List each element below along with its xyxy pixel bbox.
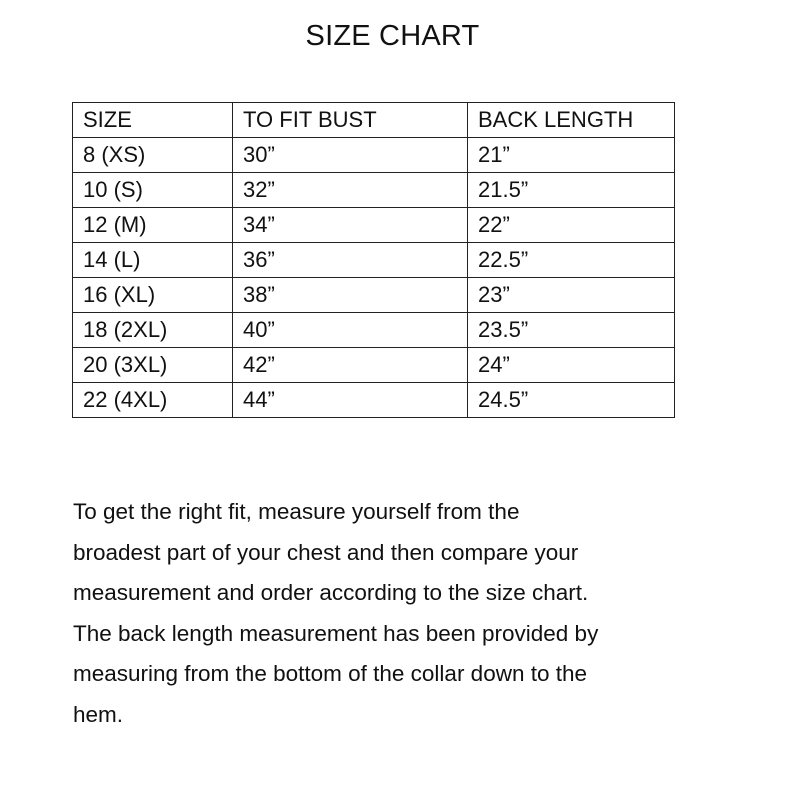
table-row <box>73 313 675 348</box>
cell-size: 22 (4XL) <box>73 383 233 418</box>
table-row <box>73 348 675 383</box>
cell-size: 10 (S) <box>73 173 233 208</box>
instruction-line: measuring from the bottom of the collar down to the <box>73 661 588 686</box>
instruction-line: measurement and order according to the size chart. <box>73 580 589 605</box>
cell-back-length: 23.5” <box>468 313 675 348</box>
cell-back-length: 24” <box>468 348 675 383</box>
cell-bust: 42” <box>233 348 468 383</box>
cell-size: 16 (XL) <box>73 278 233 313</box>
table-header-row <box>73 103 675 138</box>
cell-bust: 36” <box>233 243 468 278</box>
cell-size: 12 (M) <box>73 208 233 243</box>
table-row <box>73 173 675 208</box>
cell-bust: 34” <box>233 208 468 243</box>
cell-size: 18 (2XL) <box>73 313 233 348</box>
instruction-line: To get the right fit, measure yourself from the <box>73 499 520 524</box>
instruction-line: The back length measurement has been provided by <box>73 620 599 646</box>
cell-back-length: 21” <box>468 138 675 173</box>
header-back-length: BACK LENGTH <box>468 103 675 138</box>
cell-size: 14 (L) <box>73 243 233 278</box>
table-row <box>73 243 675 278</box>
cell-bust: 38” <box>233 278 468 313</box>
instruction-line: hem. <box>73 701 124 727</box>
cell-bust: 32” <box>233 173 468 208</box>
cell-back-length: 22.5” <box>468 243 675 278</box>
header-size: SIZE <box>73 103 233 138</box>
fit-instructions <box>73 492 733 735</box>
table-row <box>73 383 675 418</box>
table-row <box>73 138 675 173</box>
table-row <box>73 278 675 313</box>
cell-bust: 30” <box>233 138 468 173</box>
table-row <box>73 208 675 243</box>
cell-back-length: 23” <box>468 278 675 313</box>
cell-bust: 44” <box>233 383 468 418</box>
instruction-line: broadest part of your chest and then compare your <box>73 539 579 565</box>
cell-bust: 40” <box>233 313 468 348</box>
header-to-fit-bust: TO FIT BUST <box>233 103 468 138</box>
cell-back-length: 21.5” <box>468 173 675 208</box>
cell-back-length: 22” <box>468 208 675 243</box>
page-title: SIZE CHART <box>305 20 480 52</box>
cell-size: 8 (XS) <box>73 138 233 173</box>
size-chart-table <box>72 102 675 418</box>
cell-back-length: 24.5” <box>468 383 675 418</box>
cell-size: 20 (3XL) <box>73 348 233 383</box>
